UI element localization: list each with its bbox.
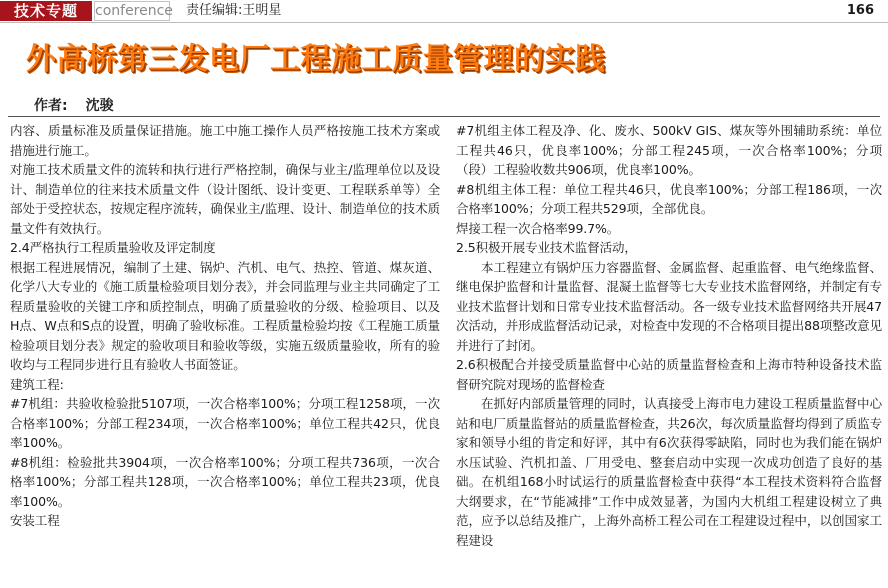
paragraph: #7机组主体工程及净、化、废水、500kV GIS、煤灰等外围辅助系统：单位工程共46只，优良率100%；分部工程245项，一次合格率100%；分项（段）工程验收数共906项，优良率100%。 bbox=[456, 123, 882, 177]
conference-label: conference bbox=[95, 3, 173, 19]
subheading: 建筑工程: bbox=[10, 376, 64, 392]
paragraph: 焊接工程一次合格率99.7%。 bbox=[456, 220, 620, 236]
left-column bbox=[10, 121, 440, 588]
author-line bbox=[34, 95, 114, 115]
right-column bbox=[456, 121, 882, 588]
title-divider bbox=[8, 116, 880, 117]
paragraph: 根据工程进展情况，编制了土建、锅炉、汽机、电气、热控、管道、煤灰道、化学八大专业的《施工质量检验项目划分表》，并会同监理与业主共同确定了工程质量验收的关键工序和质控制点，明确了质量验收的分级、检验项目、以及H点、W点和S点的设置，明确了验收标准。工程质量检验均按《工程施工质量检验项目划分表》规定的验收项目和验收等级，实施五级质量验收，所有的验收均与工程同步进行且有验收人书面签证。 bbox=[10, 259, 440, 372]
section-heading: 2.4严格执行工程质量验收及评定制度 bbox=[10, 240, 216, 255]
editor-credit: 责任编辑:王明星 bbox=[186, 3, 282, 18]
paragraph: #8机组主体工程：单位工程共46只，优良率100%；分部工程186项，一次合格率100%；分项工程共529项，全部优良。 bbox=[456, 181, 882, 216]
article-title: 外高桥第三发电厂工程施工质量管理的实践 bbox=[26, 42, 606, 77]
paragraph: 对施工技术质量文件的流转和执行进行严格控制，确保与业主/监理单位以及设计、制造单位的往来技术质量文件（设计图纸、设计变更、工程联系单等）全部处于受控状态，按规定程序流转，确保业主/监理、设计、制造单位的技术质量文件有效执行。 bbox=[10, 162, 440, 236]
author-label: 作者: bbox=[34, 98, 68, 114]
paragraph: 在抓好内部质量管理的同时，认真接受上海市电力建设工程质量监督中心站和电厂质量监督站的质量监督检查，共26次，每次质量监督均得到了质监专家和领导小组的肯定和好评，其中有6次获得零缺陷，同时也为我们能在锅炉水压试验、汽机扣盖、厂用受电、整套启动中实现一次成功创造了良好的基础。在机组168小时试运行的质量监督检查中获得“本工程技术资料符合监督大纲要求，在“节能减排”工作中成效显著，为国内大机组工程建设树立了典范，应予以总结及推广，上海外高桥工程公司在工程建设过程中，以创国家工程建设 bbox=[456, 396, 882, 548]
page-number: 166 bbox=[846, 3, 874, 18]
section-heading: 2.6积极配合并接受质量监督中心站的质量监督检查和上海市特种设备技术监督研究院对现场的监督检查 bbox=[456, 357, 882, 392]
section-heading: 2.5积极开展专业技术监督活动， bbox=[456, 240, 637, 255]
paragraph: 内容、质量标准及质量保证措施。施工中施工操作人员严格按施工技术方案或措施进行施工。 bbox=[10, 123, 440, 158]
paragraph: #8机组：检验批共3904项，一次合格率100%；分项工程共736项，一次合格率100%；分部工程共128项，一次合格率100%；单位工程共23项，优良率100%。 bbox=[10, 454, 440, 509]
subheading: 安装工程 bbox=[10, 513, 60, 528]
paragraph: 本工程建立有锅炉压力容器监督、金属监督、起重监督、电气绝缘监督、继电保护监督和计量监督、混凝土监督等七大专业技术监督网络，并制定有专业技术监督计划和日常专业技术监督活动。各一级专业技术监督网络共开展47次活动，并形成监督活动记录，对检查中发现的不合格项目提出88项整改意见并进行了封闭。 bbox=[456, 259, 882, 353]
paragraph: #7机组：共验收检验批5107项，一次合格率100%；分项工程1258项，一次合格率100%；分部工程234项，一次合格率100%；单位工程共42只，优良率100%。 bbox=[10, 396, 440, 450]
section-tag: 技术专题 bbox=[0, 1, 92, 21]
author-name: 沈骏 bbox=[85, 98, 114, 114]
page-header bbox=[0, 0, 888, 23]
